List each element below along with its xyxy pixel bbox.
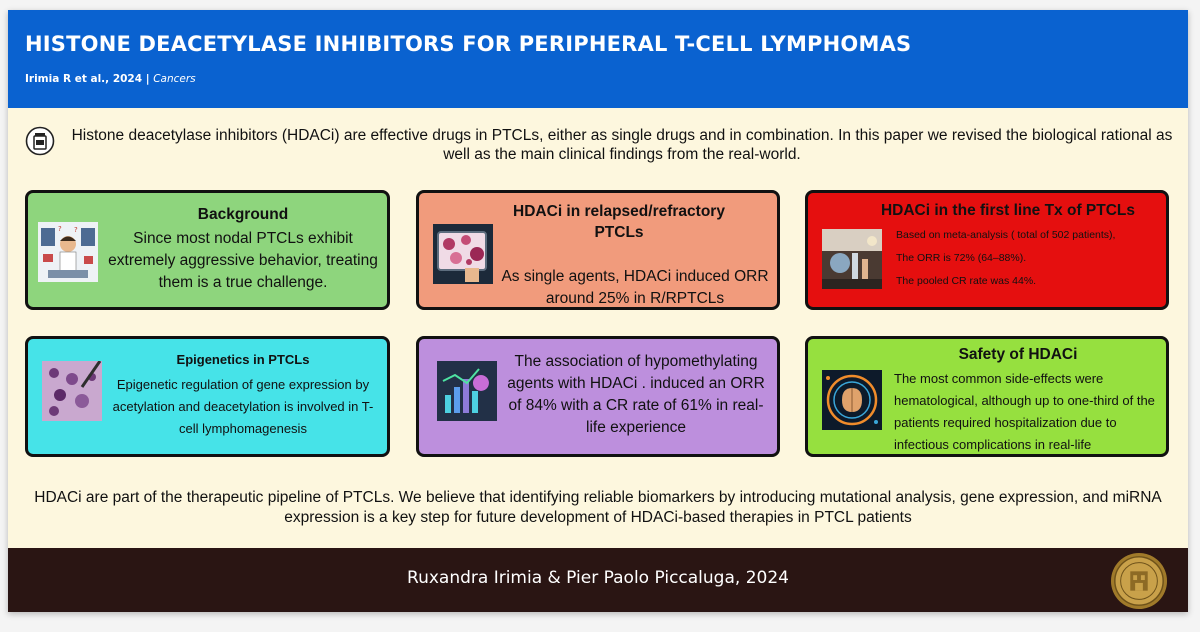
laboratory-illustration bbox=[822, 229, 882, 289]
citation-authors: Irimia R et al., 2024 bbox=[25, 73, 143, 85]
safety-title: Safety of HDACi bbox=[958, 346, 1078, 363]
first-line-title: HDACi in the first line Tx of PTCLs bbox=[880, 202, 1136, 219]
relapsed-refractory-body: As single agents, HDACi induced ORR around 25% in R/RPTCLs bbox=[501, 268, 769, 307]
svg-text:?: ? bbox=[74, 226, 78, 234]
safety-body: The most common side-effects were hematological, although up to one-third of the patients required hospitalization due to infectious complications in real-life bbox=[894, 371, 1155, 452]
background-card bbox=[25, 190, 390, 310]
svg-text:?: ? bbox=[58, 225, 62, 233]
microscope-tissue-illustration bbox=[42, 361, 102, 421]
medicine-bottle-icon bbox=[25, 126, 55, 156]
university-seal-icon bbox=[1110, 552, 1168, 610]
combination-card bbox=[416, 336, 780, 457]
epigenetics-body: Epigenetic regulation of gene expression by acetylation and deacetylation is involved in T-cell lymphomagenesis bbox=[112, 377, 374, 436]
safety-card bbox=[805, 336, 1169, 457]
authors-credit: Ruxandra Irimia & Pier Paolo Piccaluga, 2024 bbox=[407, 568, 789, 588]
relapsed-refractory-card bbox=[416, 190, 780, 310]
journal-name: Cancers bbox=[153, 73, 196, 85]
intro-text: Histone deacetylase inhibitors (HDACi) are effective drugs in PTCLs, either as single drugs and in combination. In this paper we revised the biological rational as well as the main clinical findings from the real-world. bbox=[71, 127, 1173, 163]
footer-banner bbox=[8, 548, 1188, 612]
cells-on-tablet-illustration bbox=[433, 224, 493, 284]
brain-circuit-illustration bbox=[822, 370, 882, 430]
page-title: HISTONE DEACETYLASE INHIBITORS FOR PERIPHERAL T-CELL LYMPHOMAS bbox=[25, 32, 912, 56]
conclusion-text: HDACi are part of the therapeutic pipeline of PTCLs. We believe that identifying reliable biomarkers by introducing mutational analysis, gene expression, and miRNA expression is a key step for future development of HDACi-based therapies in PTCL patients bbox=[34, 489, 1162, 526]
first-line-line-2: The ORR is 72% (64–88%). bbox=[896, 252, 1027, 264]
epigenetics-title: Epigenetics in PTCLs bbox=[176, 352, 310, 367]
header-banner bbox=[8, 10, 1188, 108]
relapsed-refractory-title: HDACi in relapsed/refractory PTCLs bbox=[513, 203, 725, 241]
background-title: Background bbox=[197, 206, 289, 223]
stressed-doctor-illustration bbox=[38, 222, 98, 282]
first-line-line-1: Based on meta-analysis ( total of 502 patients), bbox=[896, 229, 1116, 241]
epigenetics-card bbox=[25, 336, 390, 457]
graphical-abstract bbox=[8, 10, 1188, 612]
first-line-line-3: The pooled CR rate was 44%. bbox=[896, 275, 1037, 287]
citation bbox=[25, 73, 196, 85]
background-body: Since most nodal PTCLs exhibit extremely aggressive behavior, treating them is a true challenge. bbox=[108, 230, 378, 291]
citation-separator: | bbox=[145, 73, 150, 85]
first-line-card bbox=[805, 190, 1169, 310]
combination-body: The association of hypomethylating agents with HDACi . induced an ORR of 84% with a CR rate of 61% in real-life experience bbox=[507, 353, 765, 436]
data-chart-illustration bbox=[437, 361, 497, 421]
